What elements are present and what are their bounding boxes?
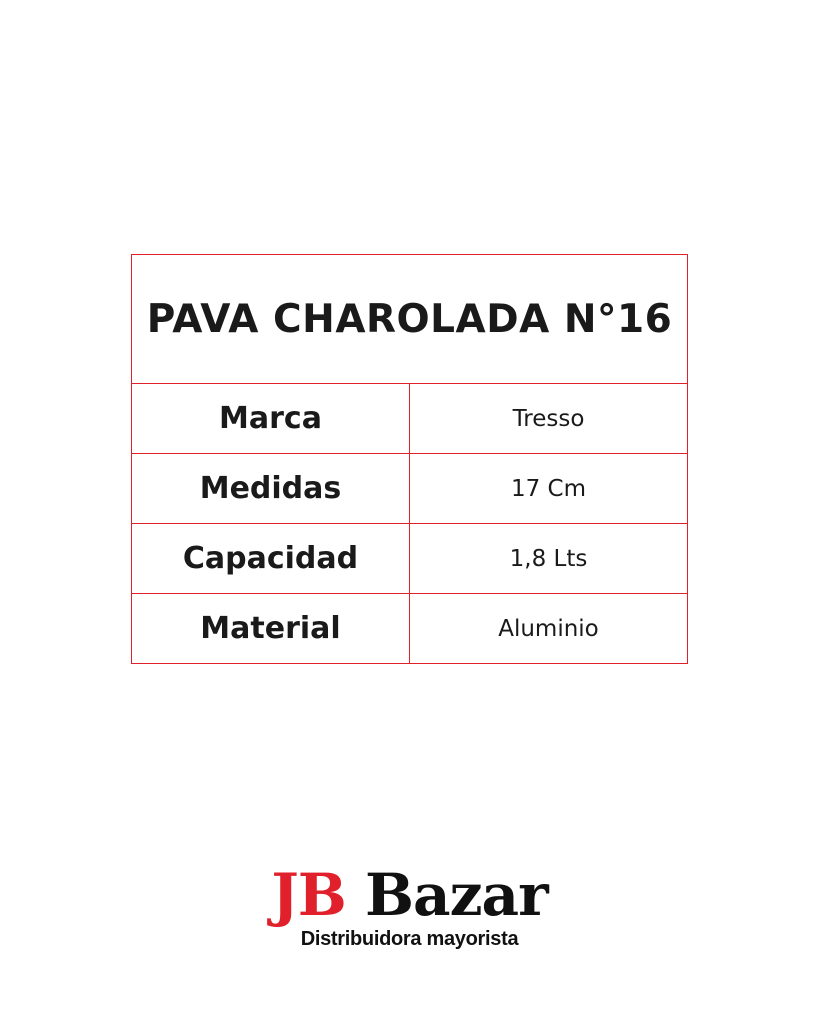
brand-name-suffix: Bazar [364,861,548,929]
brand-tagline: Distribuidora mayorista [300,928,519,950]
spec-value: Aluminio [410,594,688,664]
brand-name [0,862,819,928]
spec-label: Material [132,594,410,664]
spec-label: Medidas [132,454,410,524]
spec-value: Tresso [410,384,688,454]
spec-row-capacidad [132,524,688,594]
spec-label: Capacidad [132,524,410,594]
product-spec-table [131,254,688,664]
spec-row-material [132,594,688,664]
spec-value: 1,8 Lts [410,524,688,594]
spec-value: 17 Cm [410,454,688,524]
spec-row-marca [132,384,688,454]
title-row [132,255,688,384]
brand-logo [0,862,819,952]
product-title: PAVA CHAROLADA N°16 [132,255,688,384]
brand-name-prefix: JB [271,861,346,929]
spec-label: Marca [132,384,410,454]
spec-row-medidas [132,454,688,524]
